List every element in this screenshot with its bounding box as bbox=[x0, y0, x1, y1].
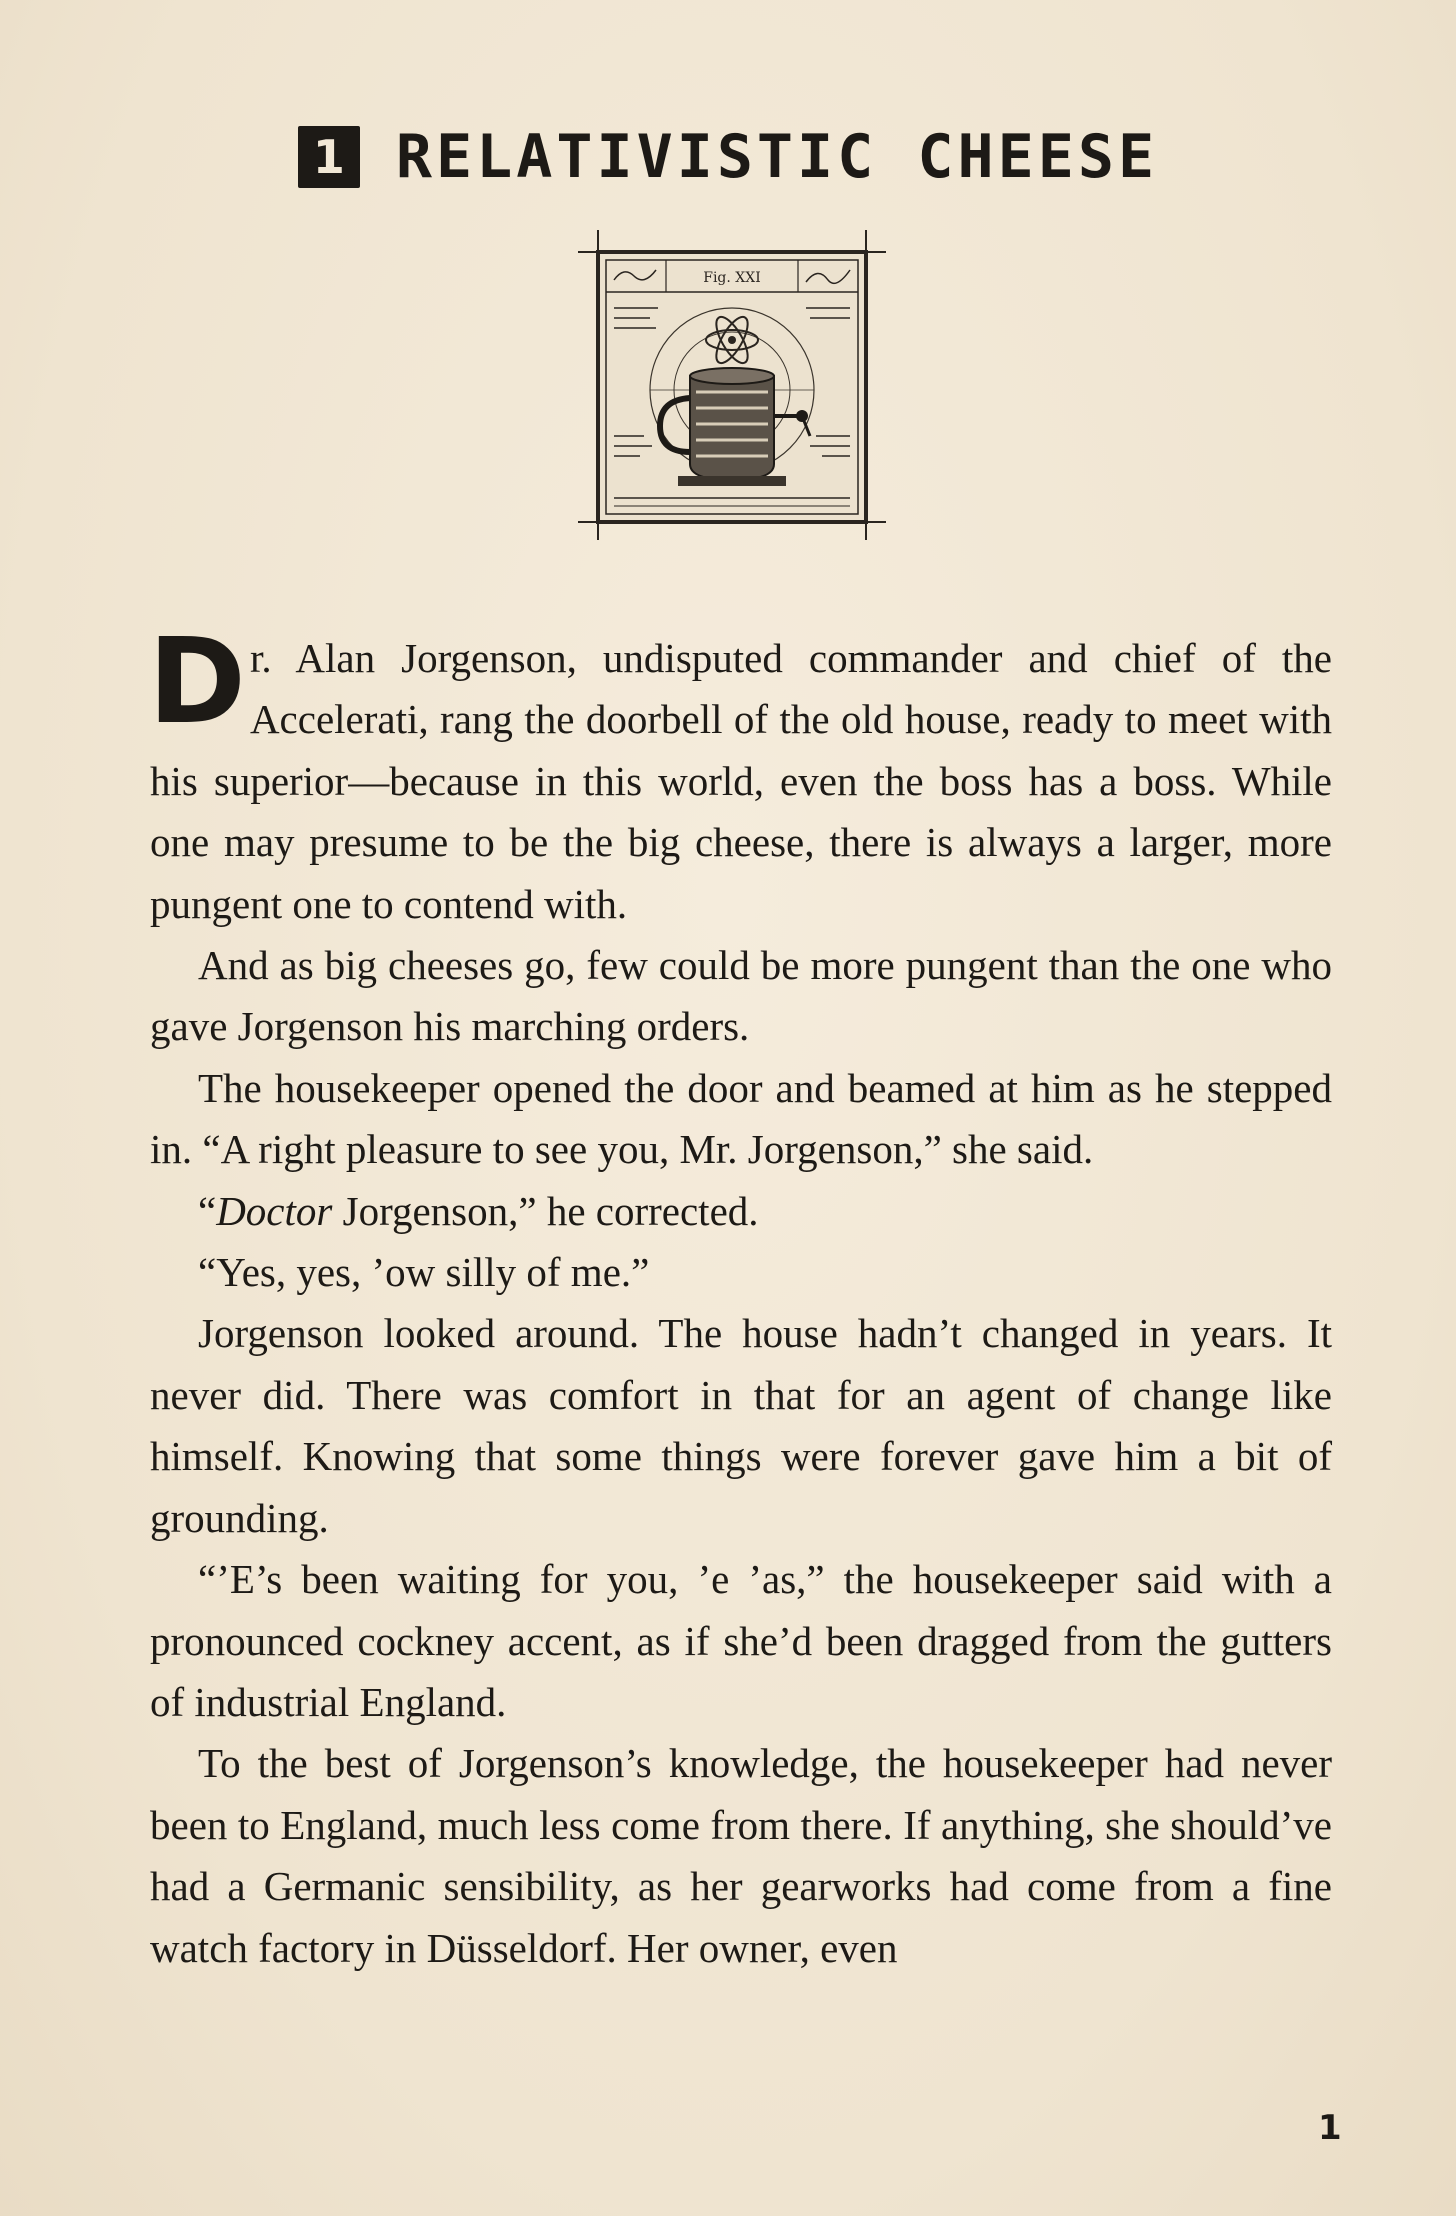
doctor-italic: Doctor bbox=[216, 1187, 333, 1234]
page-number: 1 bbox=[1318, 2108, 1342, 2148]
chapter-body bbox=[148, 612, 1332, 1979]
doctor-rest: Jorgenson,” he corrected. bbox=[332, 1187, 759, 1234]
paragraph-2: And as big cheeses go, few could be more pungent than the one who gave Jorgenson his marching orders. bbox=[150, 942, 1332, 1050]
paragraph-7: “’E’s been waiting for you, ’e ’as,” the housekeeper said with a pronounced cockney accent, as if she’d been dragged from the gutters of industrial England. bbox=[150, 1556, 1332, 1725]
paragraph-8: To the best of Jorgenson’s knowledge, the housekeeper had never been to England, much less come from there. If anything, she should’ve had a Germanic sensibility, as her gearworks had come from a fine watch factory in Düsseldorf. Her owner, even bbox=[150, 1740, 1332, 1971]
illustration-label: Fig. XXI bbox=[703, 270, 761, 286]
chapter-number-badge: 1 bbox=[298, 126, 360, 188]
cheese-machine-blueprint-icon bbox=[578, 230, 886, 540]
paragraph-3: The housekeeper opened the door and beamed at him as he stepped in. “A right pleasure to see you, Mr. Jorgenson,” she said. bbox=[150, 1064, 1332, 1173]
drop-cap: D bbox=[148, 612, 246, 750]
paragraph-1 bbox=[148, 612, 1332, 935]
doctor-open-quote: “ bbox=[198, 1187, 217, 1234]
paragraph-6: Jorgenson looked around. The house hadn’t changed in years. It never did. There was comfort in that for an agent of change like himself. Knowing that some things were forever gave him a bit of grounding. bbox=[150, 1310, 1332, 1541]
paragraph-5: “Yes, yes, ’ow silly of me.” bbox=[198, 1249, 650, 1296]
paragraph-4 bbox=[150, 1181, 1332, 1242]
chapter-title: RELATIVISTIC CHEESE bbox=[395, 122, 1159, 192]
chapter-header bbox=[0, 122, 1456, 192]
paragraph-1-text: r. Alan Jorgenson, undisputed commander and chief of the Accelerati, rang the doorbell of the old house, ready to meet with his superior—because in this world, even the boss has a boss. While one may presume to be the big cheese, there is always a larger, more pungent one to contend with. bbox=[150, 635, 1332, 927]
